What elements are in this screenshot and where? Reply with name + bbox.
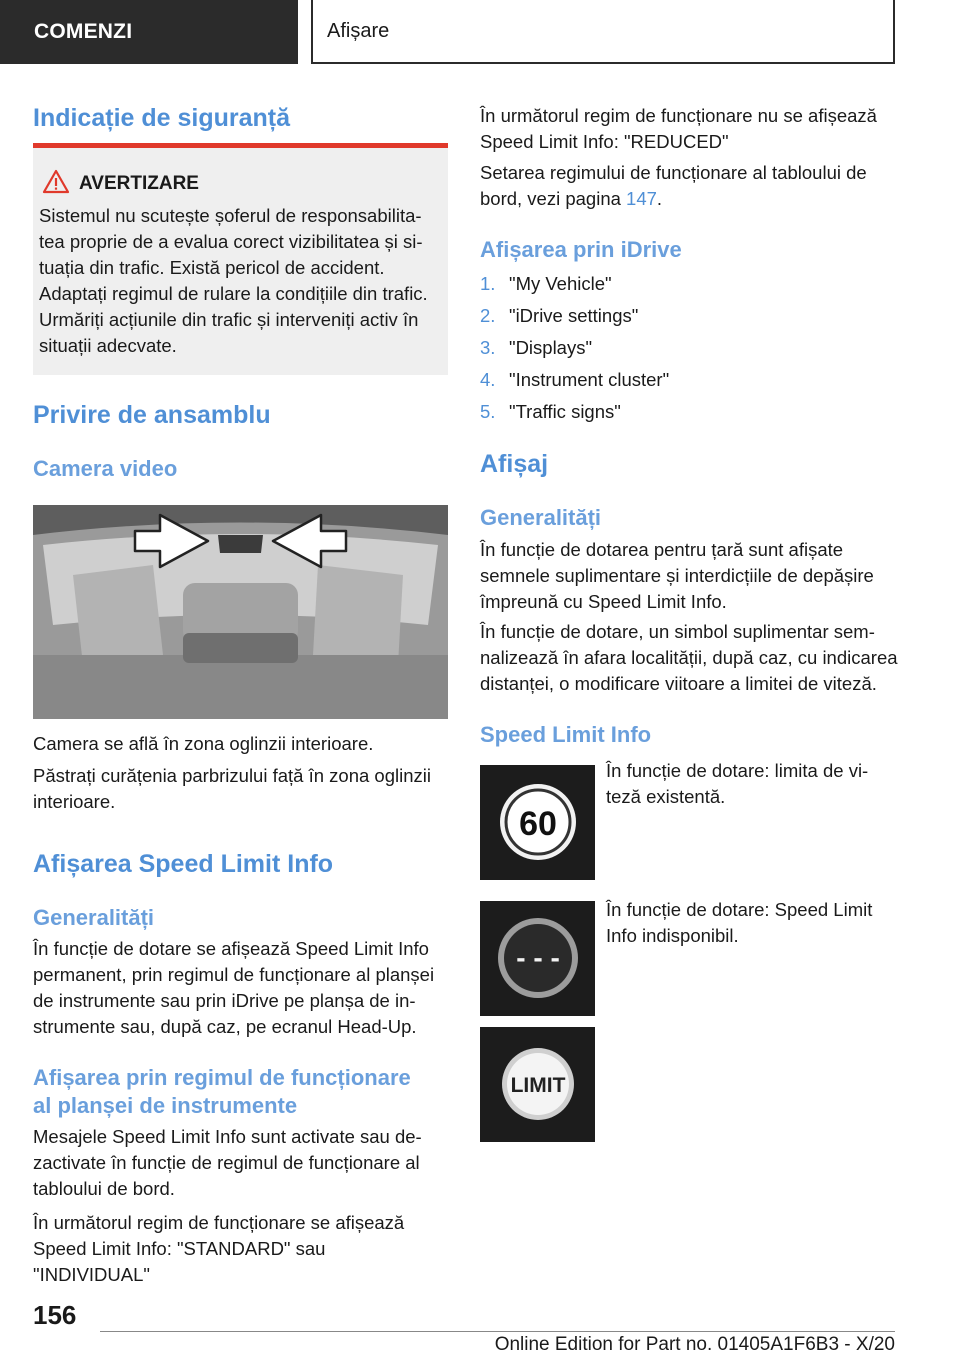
text-line: "INDIVIDUAL" [33,1264,150,1285]
warning-line: Adaptați regimul de rulare la condițiile din trafic. [39,283,428,304]
warning-bar [33,143,448,148]
general-text-right-1 [480,537,910,615]
text-line: Info indisponibil. [606,925,739,946]
warning-line: Sistemul nu scutește șoferul de responsabilita- [39,205,422,226]
step-label: "My Vehicle" [509,273,612,294]
step-number: 4. [480,369,496,390]
text-line: zactivate în funcție de regimul de funcționare al [33,1152,420,1173]
reduced-text [480,103,900,155]
general-text-left [33,936,453,1040]
camera-interior-photo [33,505,448,719]
text-line: În funcție de dotare: Speed Limit [606,899,873,920]
text-line: de instrumente sau prin iDrive pe planșa de in- [33,990,416,1011]
text-line: împreună cu Speed Limit Info. [480,591,727,612]
text-line: Speed Limit Info: "STANDARD" sau [33,1238,326,1259]
text-line: În următorul regim de funcționare se afișează [33,1212,405,1233]
car-interior-illustration [33,505,448,719]
camera-text-2a: Păstrați curățenia parbrizului față în zona oglinzii [33,765,431,786]
settings-suffix: . [656,188,663,209]
edition-text: Online Edition for Part no. 01405A1F6B3 - X/20 [494,1334,895,1355]
speed-limit-sign-icon [480,765,595,880]
list-item [480,335,592,361]
text-line: distanței, o modificare viitoare a limitei de viteză. [480,673,877,694]
step-label: "Traffic signs" [509,401,621,422]
warning-triangle-icon [42,169,70,194]
text-line: În funcție de dotare se afișează Speed Limit Info [33,938,429,959]
list-item [480,399,621,425]
warning-line: situații adecvate. [39,335,177,356]
camera-text-2b: interioare. [33,791,116,812]
text-line: Mesajele Speed Limit Info sunt activate sau de- [33,1126,422,1147]
text-line: În funcție de dotarea pentru țară sunt afișate [480,539,844,560]
section-header [311,0,895,64]
warning-box [33,143,448,375]
list-item [480,367,669,393]
text-line: strumente sau, după caz, pe ecranul Head-Up. [33,1016,417,1037]
step-number: 2. [480,305,496,326]
step-label: "iDrive settings" [509,305,639,326]
limit-sign-icon [480,1027,595,1142]
camera-text-1: Camera se află în zona oglinzii interioare. [33,733,374,754]
text-line: În funcție de dotare, un simbol suplimentar sem- [480,621,875,642]
afisaj-heading: Afișaj [480,450,549,478]
mode-text-2 [33,1210,453,1288]
chapter-label: COMENZI [34,20,133,43]
step-label: "Instrument cluster" [509,369,670,390]
text-line [480,186,900,212]
settings-text [480,160,900,212]
warning-line: tuația din trafic. Există pericol de accident. [39,257,385,278]
footer-divider [100,1331,895,1332]
sign-60-value: 60 [519,805,557,843]
mode-text-1 [33,1124,453,1202]
sign-limit-value: LIMIT [510,1074,566,1097]
general-heading-left: Generalități [33,905,155,930]
limit-sign-image [480,1027,595,1142]
sign-dash-text [606,897,906,949]
text-line: teză existentă. [606,786,726,807]
step-number: 5. [480,401,496,422]
warning-title: AVERTIZARE [79,173,199,194]
text-line: În funcție de dotare: limita de vi- [606,760,869,781]
general-text-right-2 [480,619,910,697]
camera-heading: Camera video [33,456,178,481]
safety-heading: Indicație de siguranță [33,104,291,132]
mode-heading-2: al planșei de instrumente [33,1093,298,1118]
settings-prefix: bord, vezi pagina [480,188,627,209]
step-label: "Displays" [509,337,593,358]
list-item [480,303,638,329]
text-line: Speed Limit Info: "REDUCED" [480,131,729,152]
speed-limit-60-image [480,765,595,880]
text-line: Setarea regimului de funcționare al tabloului de [480,162,867,183]
general-heading-right: Generalități [480,505,602,530]
page-link[interactable]: 147 [626,188,657,209]
sign-60-text [606,758,906,810]
text-line: nalizează în afara localității, după caz, cu indicarea [480,647,898,668]
sli-heading: Speed Limit Info [480,722,652,747]
sign-dash-value: - - - [516,942,560,973]
idrive-heading: Afișarea prin iDrive [480,237,682,262]
text-line: În următorul regim de funcționare nu se afișează [480,105,877,126]
list-item [480,271,612,297]
mode-heading-1: Afișarea prin regimul de funcționare [33,1065,411,1090]
display-heading: Afișarea Speed Limit Info [33,850,334,878]
page-number: 156 [33,1300,77,1330]
step-number: 1. [480,273,496,294]
warning-line: tea proprie de a evalua corect vizibilitatea și si- [39,231,423,252]
unavailable-sign-icon [480,901,595,1016]
warning-line: Urmăriți acțiunile din trafic și interveniți activ în [39,309,419,330]
warning-text [39,203,444,359]
text-line: semnele suplimentare și interdicțiile de depășire [480,565,874,586]
chapter-tab [0,0,298,64]
text-line: tabloului de bord. [33,1178,175,1199]
section-label: Afișare [327,19,390,42]
text-line: permanent, prin regimul de funcționare al planșei [33,964,435,985]
speed-limit-unavailable-image [480,901,595,1016]
step-number: 3. [480,337,496,358]
overview-heading: Privire de ansamblu [33,401,271,429]
